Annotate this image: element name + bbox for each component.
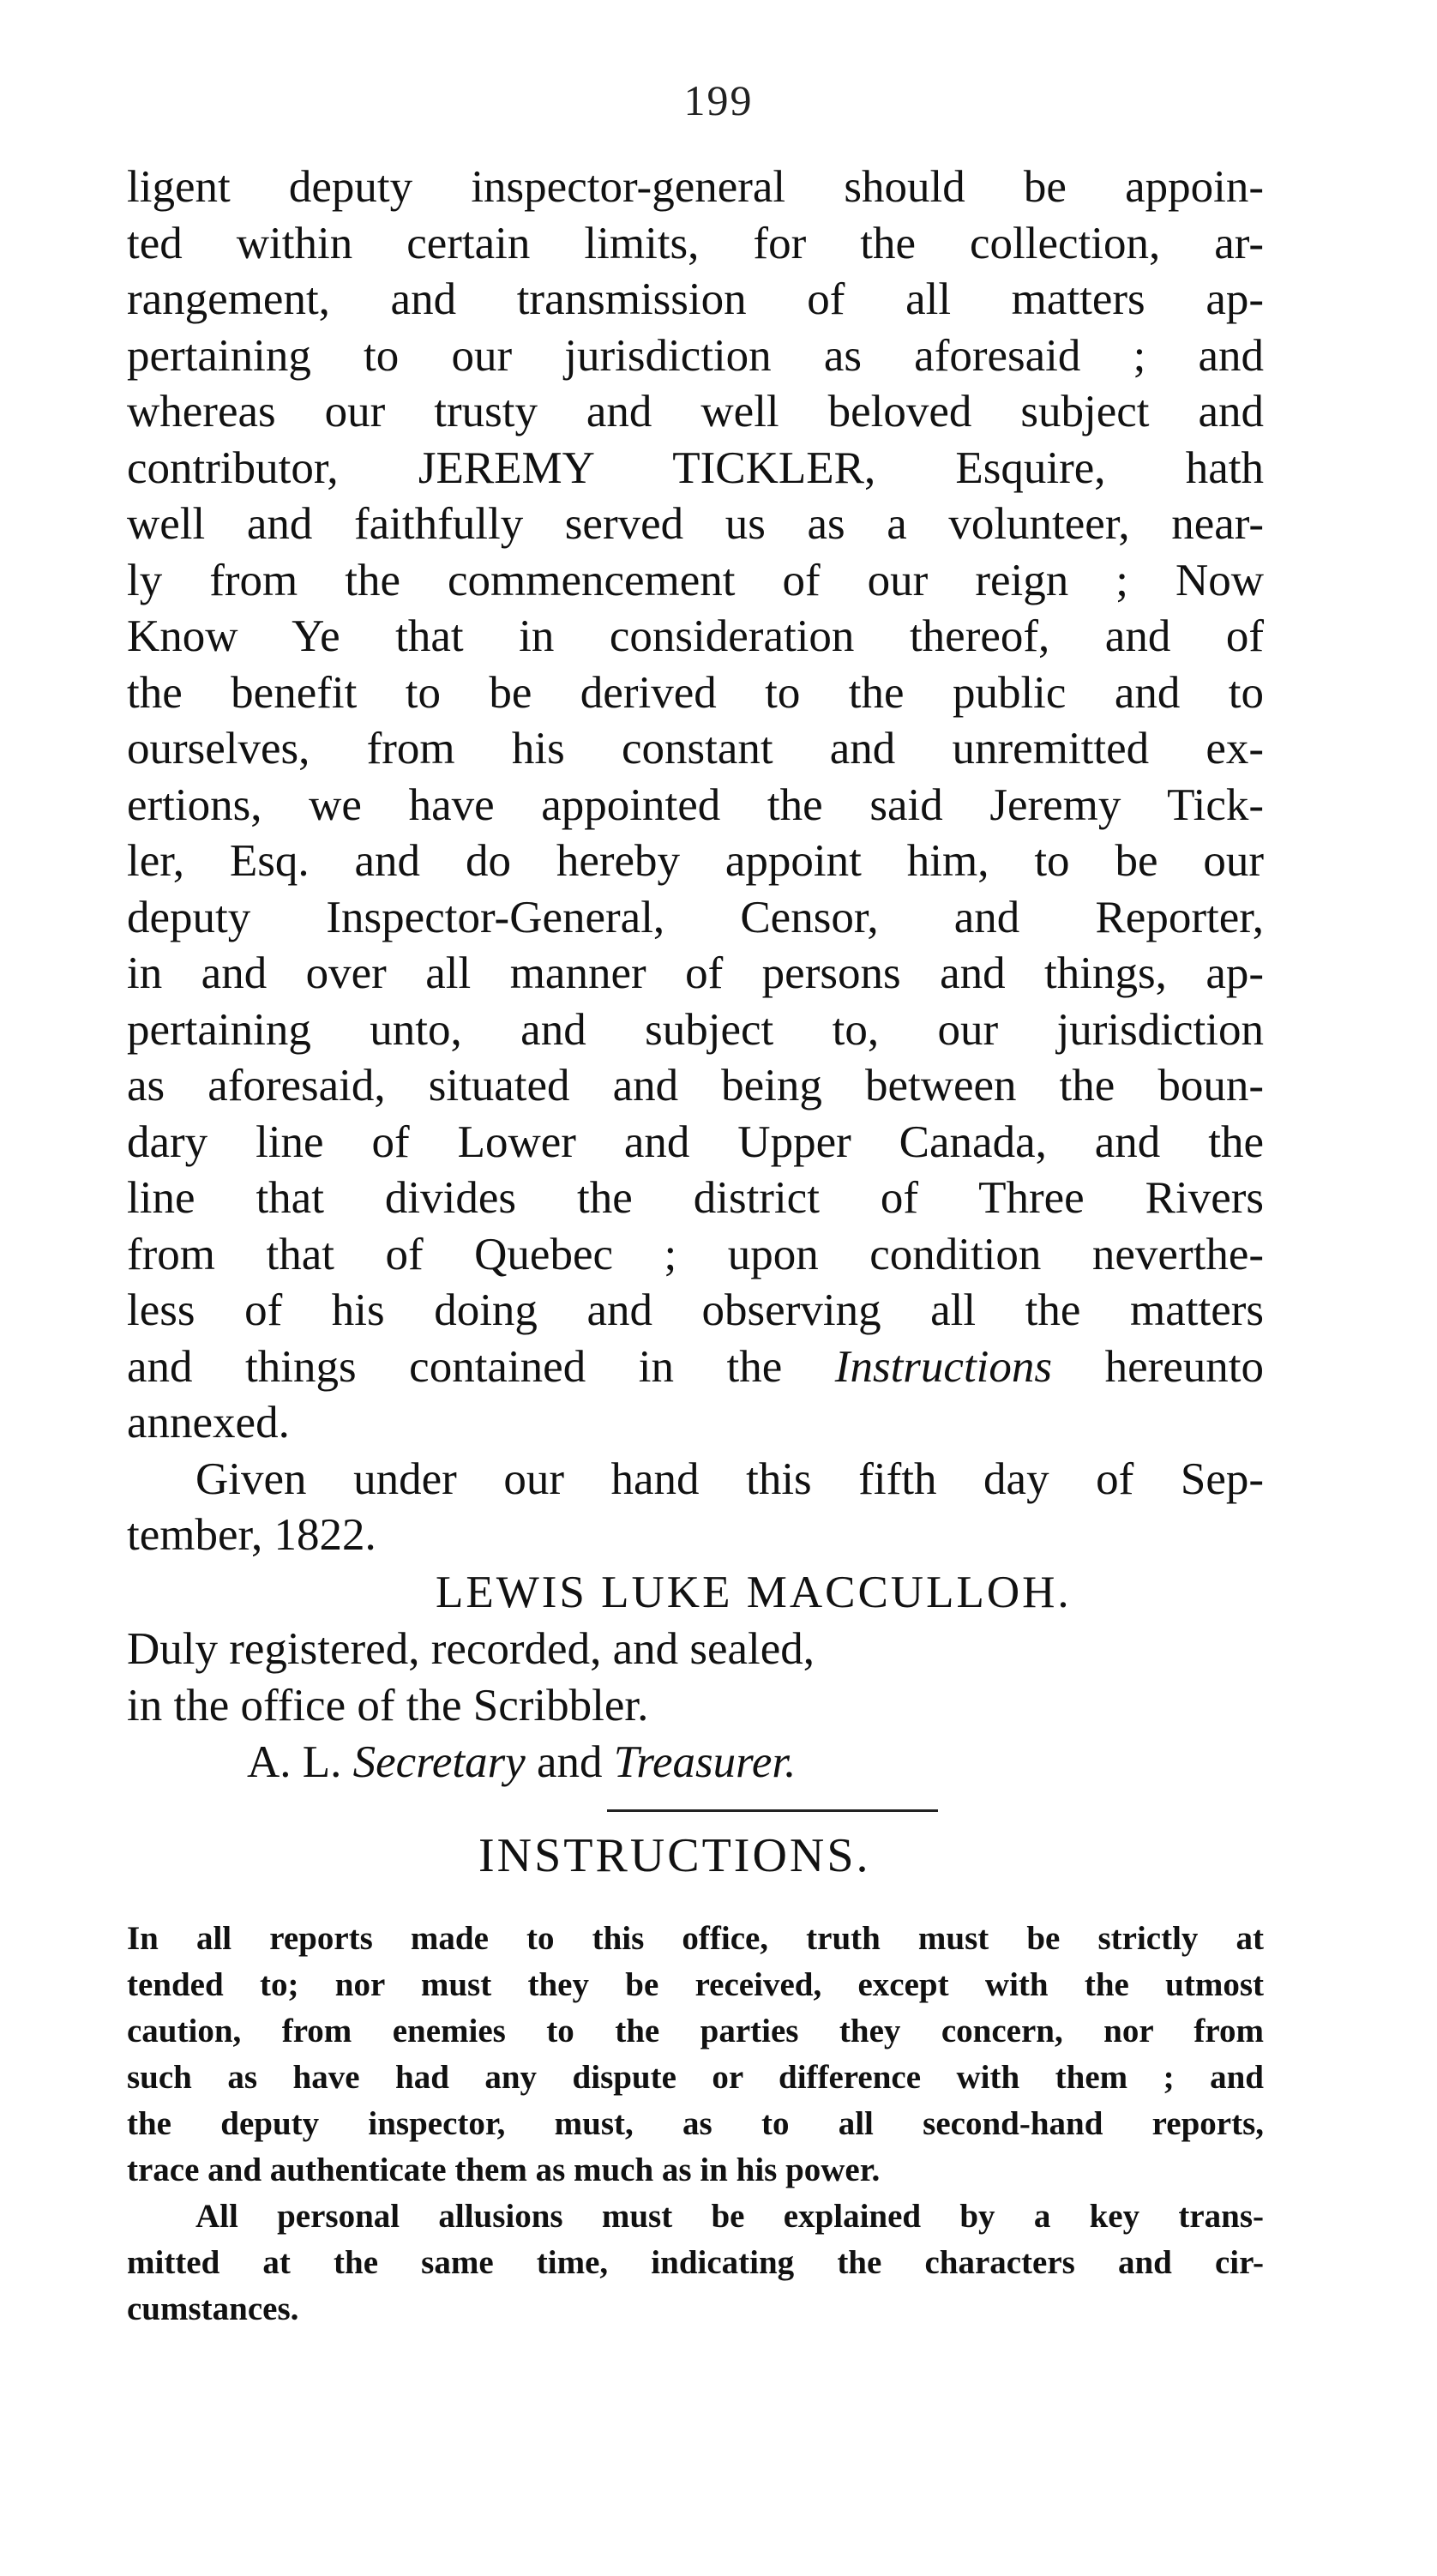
given-line: Given under our hand this fifth day of Sep- xyxy=(195,1454,1264,1504)
instruction-line: trace and authenticate them as much as in his power. xyxy=(127,2152,881,2188)
text-line: in and over all manner of persons and things, ap- xyxy=(127,948,1264,998)
secretary-line xyxy=(127,1734,1264,1791)
instructions-heading: INSTRUCTIONS. xyxy=(478,1828,871,1882)
text-line-instructions xyxy=(127,1339,1264,1396)
secretary-title: Secretary xyxy=(352,1736,526,1787)
given-date-line: tember, 1822. xyxy=(127,1510,376,1560)
instruction-line: the deputy inspector, must, as to all second-hand reports, xyxy=(127,2105,1264,2142)
text-line: the benefit to be derived to the public and to xyxy=(127,667,1264,718)
instruction-line: tended to; nor must they be received, except with the utmost xyxy=(127,1966,1264,2003)
text-line: whereas our trusty and well beloved subject and xyxy=(127,387,1264,436)
secretary-initials: A. L. xyxy=(247,1736,342,1787)
text-line: pertaining to our jurisdiction as aforesaid ; and xyxy=(127,330,1264,381)
text-fragment: and things contained in the xyxy=(127,1341,783,1392)
text-line: annexed. xyxy=(127,1398,290,1447)
text-line: pertaining unto, and subject to, our jurisdiction xyxy=(127,1004,1264,1055)
treasurer-title: Treasurer. xyxy=(613,1736,797,1787)
text-line: ted within certain limits, for the collection, ar- xyxy=(127,218,1264,268)
text-line: ler, Esq. and do hereby appoint him, to be our xyxy=(127,836,1264,886)
text-line: deputy Inspector-General, Censor, and Reporter, xyxy=(127,892,1264,942)
text-line: ourselves, from his constant and unremitted ex- xyxy=(127,724,1264,773)
instruction-line: cumstances. xyxy=(127,2290,299,2327)
text-line: line that divides the district of Three Rivers xyxy=(127,1173,1264,1223)
text-line: as aforesaid, situated and being between the boun- xyxy=(127,1061,1264,1110)
text-line: from that of Quebec ; upon condition neverthe- xyxy=(127,1229,1264,1279)
text-line: well and faithfully served us as a volunteer, near- xyxy=(127,499,1264,549)
text-line: dary line of Lower and Upper Canada, and the xyxy=(127,1116,1264,1167)
instruction-line: mitted at the same time, indicating the characters and cir- xyxy=(127,2244,1264,2281)
instruction-line: In all reports made to this office, truth must be strictly at xyxy=(127,1920,1264,1957)
text-line: Know Ye that in consideration thereof, and of xyxy=(127,611,1264,661)
registration-line: in the office of the Scribbler. xyxy=(127,1680,649,1730)
text-fragment: hereunto xyxy=(1104,1341,1265,1392)
instruction-line: All personal allusions must be explained by a key trans- xyxy=(195,2198,1264,2235)
text-line: ly from the commencement of our reign ; Now xyxy=(127,555,1264,605)
commission-text xyxy=(127,159,1264,1886)
instructions-italic: Instructions xyxy=(834,1341,1053,1392)
section-divider xyxy=(607,1809,938,1812)
instruction-line: such as have had any dispute or difference with them ; and xyxy=(127,2059,1264,2096)
text-line: less of his doing and observing all the matters xyxy=(127,1285,1264,1335)
instruction-line: caution, from enemies to the parties they concern, nor from xyxy=(127,2013,1264,2049)
page-number: 199 xyxy=(683,76,754,124)
instructions-text xyxy=(127,1916,1264,2332)
signatory-name: LEWIS LUKE MACCULLOH. xyxy=(436,1567,1072,1617)
text-line: contributor, JEREMY TICKLER, Esquire, hath xyxy=(127,442,1264,493)
registration-line: Duly registered, recorded, and sealed, xyxy=(127,1623,815,1674)
text-line: ligent deputy inspector-general should be appoin- xyxy=(127,162,1264,212)
text-line: ertions, we have appointed the said Jeremy Tick- xyxy=(127,779,1264,830)
text-line: rangement, and transmission of all matters ap- xyxy=(127,274,1264,324)
conjunction: and xyxy=(537,1736,603,1787)
